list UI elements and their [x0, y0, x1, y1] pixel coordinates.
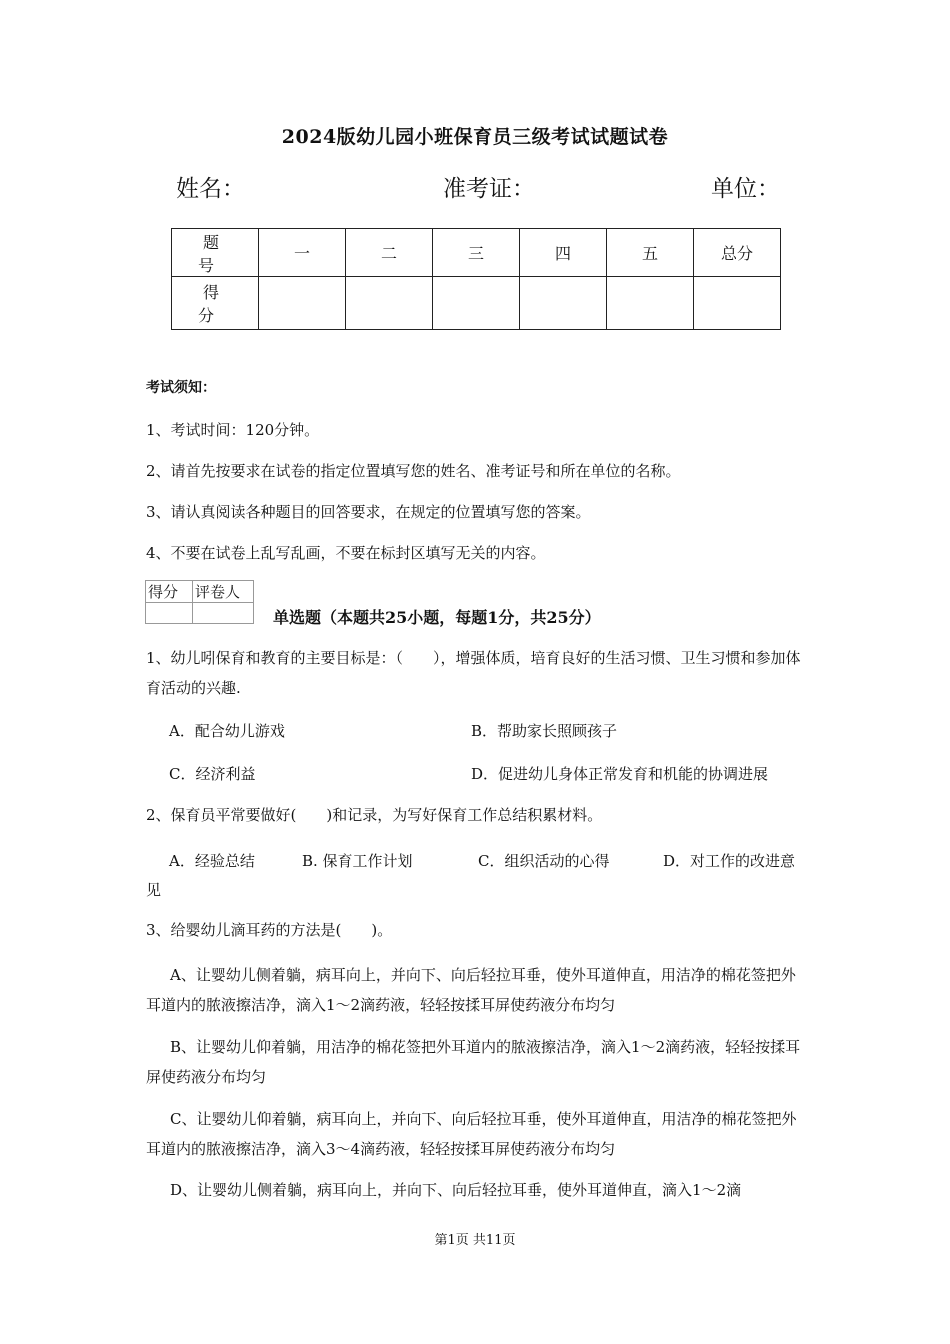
option-c: C．组织活动的心得 — [478, 852, 610, 870]
grader-score-label: 得分 — [146, 581, 193, 603]
score-table-header-row — [172, 229, 781, 277]
option-b: B. 保育工作计划 — [302, 852, 413, 870]
column-header: 一 — [259, 229, 346, 277]
exam-id-label: 准考证： — [443, 176, 535, 202]
column-header: 五 — [607, 229, 694, 277]
option-c: C、让婴幼儿仰着躺，病耳向上，并向下、向后轻拉耳垂，使外耳道伸直，用洁净的棉花签把外耳道内的脓液擦洁净，滴入3～4滴药液，轻轻按揉耳屏使药液分布均匀 — [146, 1110, 797, 1158]
score-cell — [346, 277, 433, 330]
question-stem: 3、给婴幼儿滴耳药的方法是( )。 — [146, 921, 393, 939]
option-d-wrap: 见 — [146, 881, 162, 899]
option-d: D．促进幼儿身体正常发育和机能的协调进展 — [471, 765, 769, 783]
question-number-label: 题 号 — [172, 229, 259, 277]
score-cell — [607, 277, 694, 330]
section-title: 单选题（本题共25小题，每题1分，共25分） — [273, 608, 601, 627]
unit-label: 单位： — [711, 176, 780, 202]
notice-item: 1、考试时间：120分钟。 — [146, 421, 320, 439]
score-cell — [259, 277, 346, 330]
option-a: A、让婴幼儿侧着躺，病耳向上，并向下、向后轻拉耳垂，使外耳道伸直，用洁净的棉花签把外耳道内的脓液擦洁净，滴入1～2滴药液，轻轻按揉耳屏使药液分布均匀 — [146, 966, 796, 1014]
score-cell — [520, 277, 607, 330]
grader-box — [145, 580, 254, 624]
option-a: A．经验总结 — [169, 852, 255, 870]
notice-item: 2、请首先按要求在试卷的指定位置填写您的姓名、准考证号和所在单位的名称。 — [146, 462, 681, 480]
notice-item: 3、请认真阅读各种题目的回答要求，在规定的位置填写您的答案。 — [146, 503, 591, 521]
score-cell — [694, 277, 781, 330]
column-header: 二 — [346, 229, 433, 277]
score-table-score-row — [172, 277, 781, 330]
option-d: D、让婴幼儿侧着躺，病耳向上，并向下、向后轻拉耳垂，使外耳道伸直，滴入1～2滴 — [170, 1181, 742, 1199]
grader-score-cell — [146, 603, 193, 624]
question-stem: 2、保育员平常要做好( )和记录，为写好保育工作总结积累材料。 — [146, 806, 603, 824]
column-header: 四 — [520, 229, 607, 277]
score-label: 得 分 — [172, 277, 259, 330]
notice-item: 4、不要在试卷上乱写乱画，不要在标封区填写无关的内容。 — [146, 544, 546, 562]
option-b: B、让婴幼儿仰着躺，用洁净的棉花签把外耳道内的脓液擦洁净，滴入1～2滴药液，轻轻按揉耳屏使药液分布均匀 — [146, 1038, 801, 1086]
page-footer: 第1页 共11页 — [434, 1233, 516, 1248]
score-cell — [433, 277, 520, 330]
column-header: 三 — [433, 229, 520, 277]
column-header-total: 总分 — [694, 229, 781, 277]
grader-reviewer-label: 评卷人 — [193, 581, 254, 603]
option-c: C．经济利益 — [169, 765, 256, 783]
page-title: 2024版幼儿园小班保育员三级考试试题试卷 — [281, 126, 669, 148]
option-a: A．配合幼儿游戏 — [169, 722, 285, 740]
option-d: D．对工作的改进意 — [663, 852, 796, 870]
name-label: 姓名： — [176, 176, 245, 202]
question-stem: 1、幼儿吲保育和教育的主要目标是：（ ），增强体质，培育良好的生活习惯、卫生习惯和参加体育活动的兴趣. — [146, 649, 801, 697]
score-table — [171, 228, 781, 330]
notice-heading: 考试须知： — [146, 380, 216, 396]
grader-reviewer-cell — [193, 603, 254, 624]
option-b: B．帮助家长照顾孩子 — [471, 722, 618, 740]
